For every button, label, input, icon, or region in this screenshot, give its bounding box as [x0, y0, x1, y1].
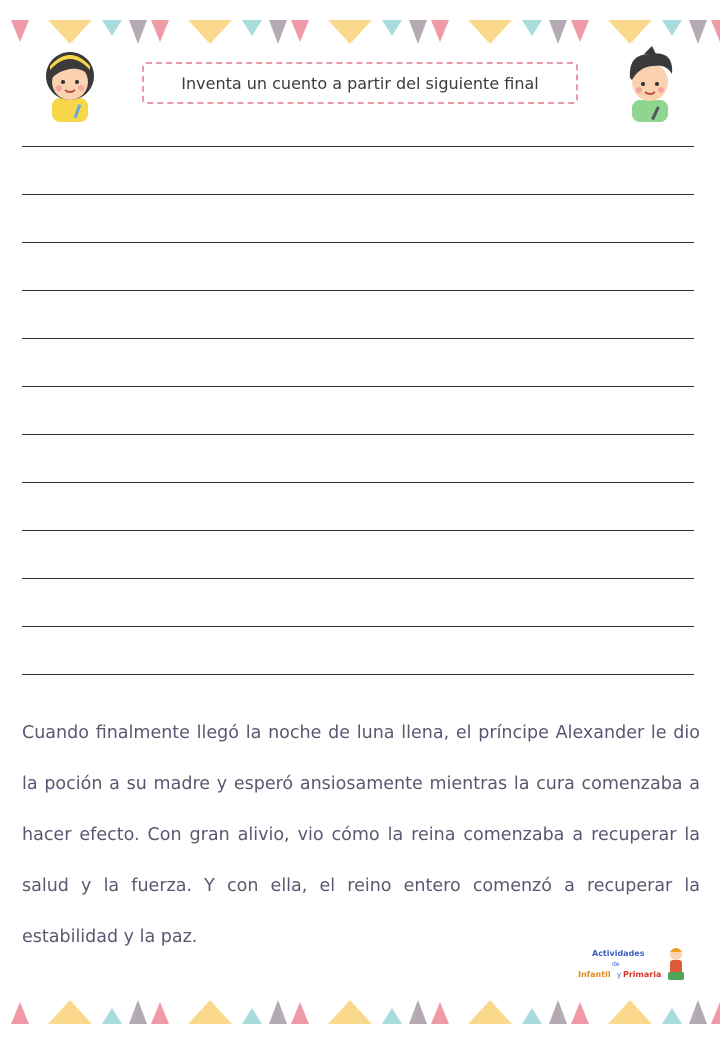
writing-line	[22, 626, 694, 674]
bunting-flag	[522, 20, 542, 36]
activities-logo	[578, 944, 690, 984]
writing-line	[22, 386, 694, 434]
bunting-flag	[382, 20, 402, 36]
bunting-flag	[409, 20, 427, 44]
bunting-flag	[129, 1000, 147, 1024]
bunting-flag	[129, 20, 147, 44]
bunting-flag	[382, 1008, 402, 1024]
bunting-flag	[242, 20, 262, 36]
logo-line-1: Actividades	[592, 949, 645, 958]
logo-line-3b: Primaria	[623, 970, 662, 979]
bunting-flag	[662, 1008, 682, 1024]
bunting-flag	[291, 1002, 309, 1024]
bunting-flag	[242, 1008, 262, 1024]
logo-line-3a: Infantil	[578, 970, 611, 979]
bunting-flag	[549, 1000, 567, 1024]
bunting-flag	[151, 20, 169, 42]
bunting-flag	[689, 1000, 707, 1024]
writing-line	[22, 674, 694, 675]
bunting-flag	[188, 20, 232, 44]
bunting-flag	[571, 20, 589, 42]
bunting-flag	[608, 20, 652, 44]
bunting-flag	[291, 20, 309, 42]
bottom-bunting	[0, 994, 720, 1034]
boy-avatar-icon	[618, 44, 682, 124]
bunting-flag	[102, 1008, 122, 1024]
bunting-flag	[689, 20, 707, 44]
logo-line-2: de	[612, 961, 620, 968]
logo-kid-icon	[668, 948, 684, 980]
bunting-flag	[431, 1002, 449, 1024]
bunting-flag	[409, 1000, 427, 1024]
bunting-flag	[549, 20, 567, 44]
story-ending-text: Cuando finalmente llegó la noche de luna llena, el príncipe Alexander le dio la poción a su madre y esperó ansiosamente mientras la cura comenzaba a hacer efecto. Con gran alivio, vio cómo la reina comenzaba a recuperar la salud y la fuerza. Y con ella, el reino entero comenzó a recuperar la estabilidad y la paz.	[22, 723, 700, 947]
instruction-box	[142, 62, 578, 104]
bunting-flag	[269, 1000, 287, 1024]
writing-line	[22, 434, 694, 482]
bunting-flag	[328, 20, 372, 44]
writing-line	[22, 194, 694, 242]
bunting-flag	[711, 1002, 720, 1024]
writing-line	[22, 482, 694, 530]
bunting-flag	[11, 1002, 29, 1024]
bunting-flag	[468, 20, 512, 44]
writing-line	[22, 242, 694, 290]
writing-line	[22, 578, 694, 626]
writing-line	[22, 290, 694, 338]
bunting-flag	[468, 1000, 512, 1024]
bunting-flag	[711, 20, 720, 42]
bunting-flag	[328, 1000, 372, 1024]
bunting-flag	[608, 1000, 652, 1024]
bunting-flag	[269, 20, 287, 44]
bunting-flag	[48, 20, 92, 44]
logo-line-3-sep: y	[617, 971, 622, 979]
bunting-flag	[102, 20, 122, 36]
top-bunting	[0, 14, 720, 54]
writing-line	[22, 338, 694, 386]
writing-line	[22, 146, 694, 194]
bunting-flag	[48, 1000, 92, 1024]
bunting-flag	[571, 1002, 589, 1024]
writing-line	[22, 530, 694, 578]
bunting-flag	[431, 20, 449, 42]
bunting-flag	[188, 1000, 232, 1024]
girl-avatar-icon	[38, 44, 102, 124]
bunting-flag	[151, 1002, 169, 1024]
instruction-title: Inventa un cuento a partir del siguiente final	[181, 73, 539, 93]
bunting-flag	[522, 1008, 542, 1024]
bunting-flag	[11, 20, 29, 42]
bunting-flag	[662, 20, 682, 36]
writing-lines	[22, 146, 694, 675]
